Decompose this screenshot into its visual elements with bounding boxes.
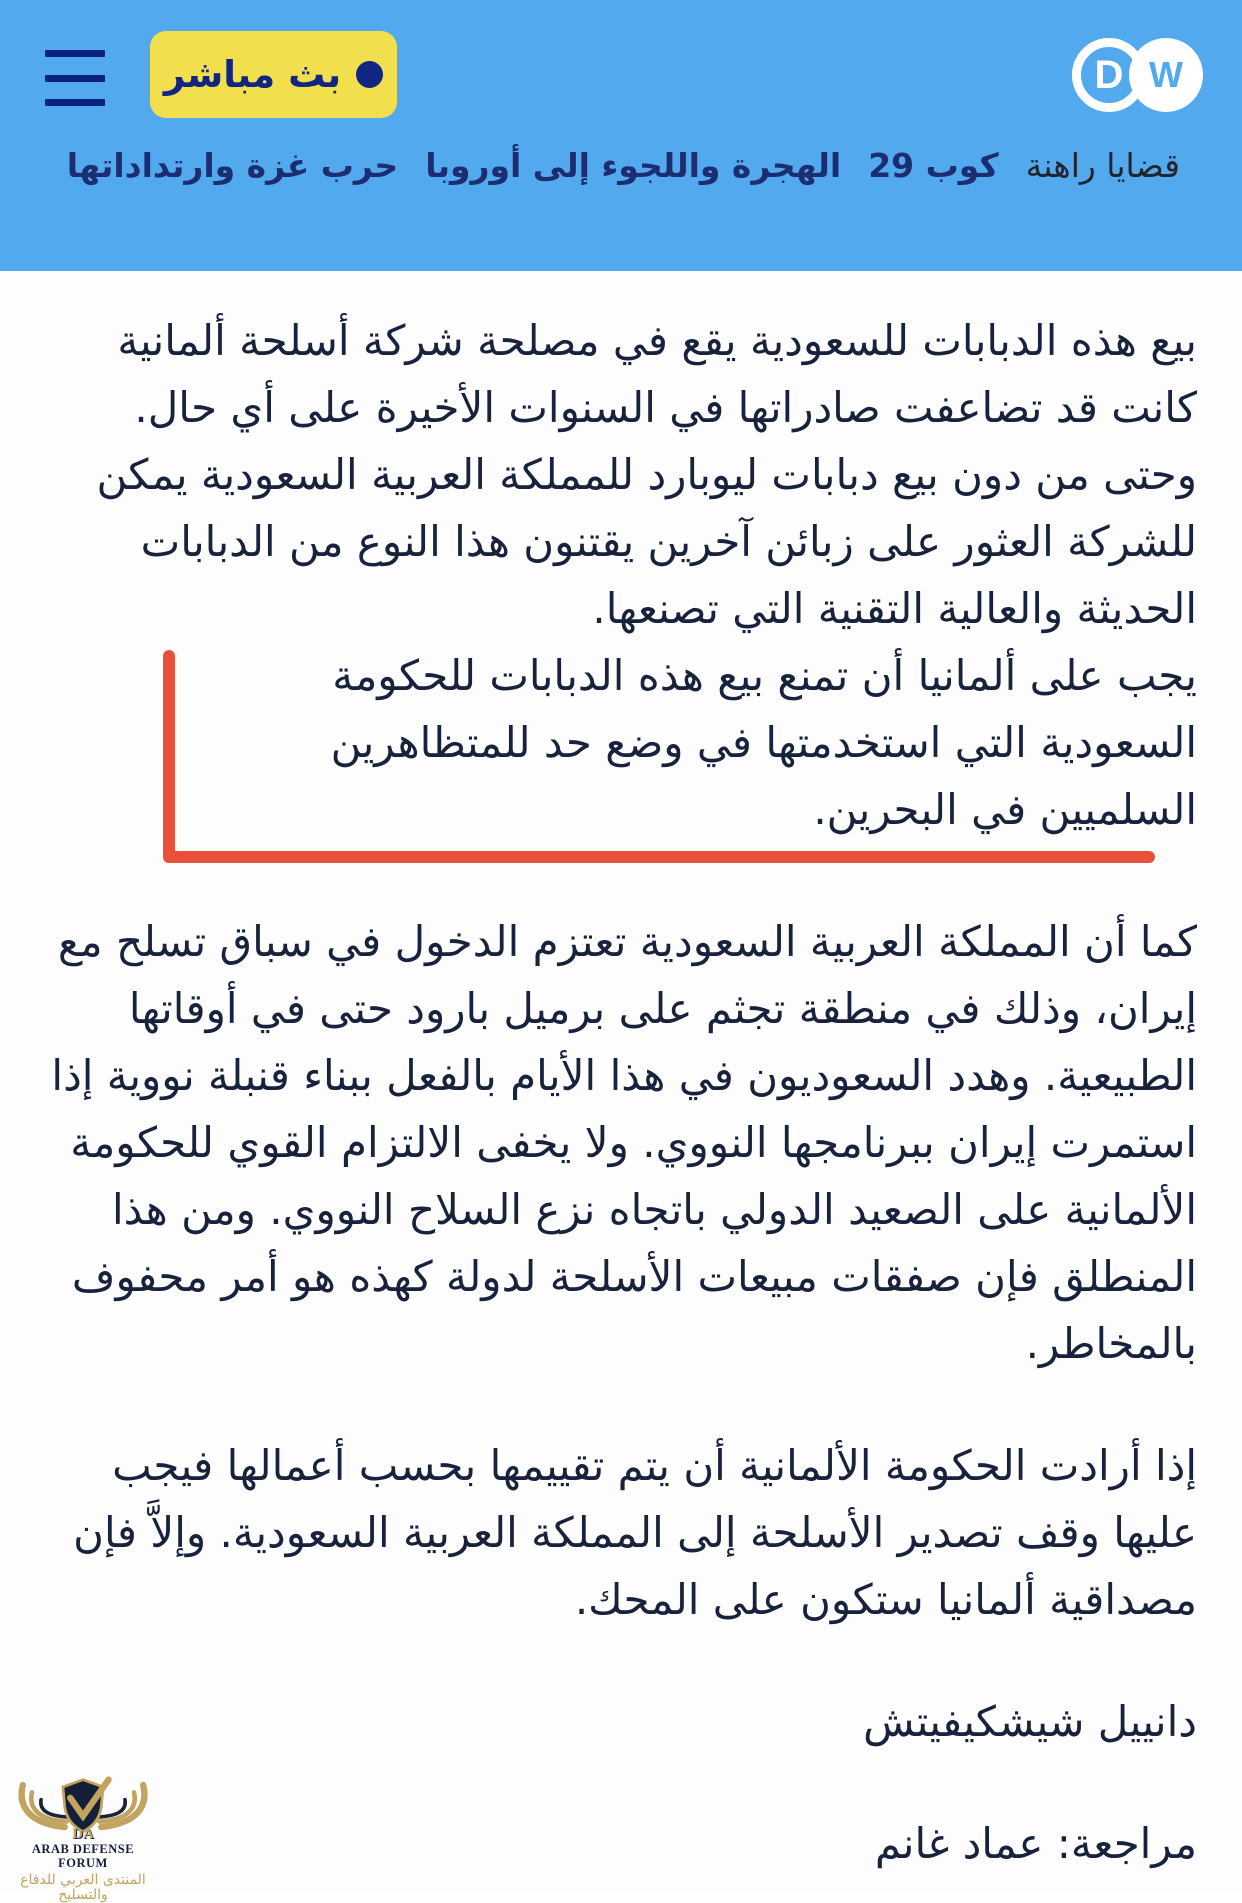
live-broadcast-button[interactable] bbox=[150, 31, 397, 118]
forum-title-arabic: المنتدى العربي للدفاع والتسليح bbox=[20, 1871, 146, 1903]
menu-button[interactable] bbox=[45, 50, 105, 106]
live-dot-icon bbox=[356, 61, 383, 88]
hamburger-icon bbox=[45, 50, 105, 57]
topic-nav bbox=[45, 146, 1180, 185]
paragraph-2: كما أن المملكة العربية السعودية تعتزم الدخول في سباق تسلح مع إيران، وذلك في منطقة تجثم على برميل بارود حتى في أوقاتها الطبيعية. وهدد السعوديون في هذا الأيام بالفعل ببناء قنبلة نووية إذا استمرت إيران ببرنامجها النووي. ولا يخفى الالتزام القوي للحكومة الألمانية على الصعيد الدولي باتجاه نزع السلاح النووي. ومن هذا المنطلق فإن صفقات مبيعات الأسلحة لدولة كهذه هو أمر محفوف بالمخاطر. bbox=[51, 917, 1197, 1368]
paragraph-3: إذا أرادت الحكومة الألمانية أن يتم تقييمها بحسب أعمالها فيجب عليها وقف تصدير الأسلحة إلى المملكة العربية السعودية. وإلاَّ فإن مصداقية ألمانيا ستكون على المحك. bbox=[73, 1441, 1197, 1624]
nav-item-current-issues[interactable]: قضايا راهنة bbox=[1025, 146, 1180, 185]
dw-logo-letter-w: W bbox=[1149, 54, 1183, 95]
live-broadcast-label: بث مباشر bbox=[163, 53, 342, 96]
nav-item-gaza-war[interactable]: حرب غزة وارتداداتها bbox=[66, 146, 399, 185]
nav-item-migration-europe[interactable]: الهجرة واللجوء إلى أوروبا bbox=[425, 146, 842, 185]
quote-text: يجب على ألمانيا أن تمنع بيع هذه الدبابات للحكومة السعودية التي استخدمتها في وضع حد للمتظاهرين السلميين في البحرين. bbox=[330, 651, 1197, 834]
author-byline: دانييل شيشكيفيتش bbox=[863, 1697, 1197, 1746]
header bbox=[0, 0, 1242, 271]
quote-bottom-line bbox=[163, 851, 1155, 863]
quote-vertical-line bbox=[163, 650, 175, 863]
forum-monogram: DA bbox=[72, 1825, 94, 1842]
dw-logo-letter-d: D bbox=[1094, 52, 1124, 97]
review-credit: مراجعة: عماد غانم bbox=[874, 1819, 1197, 1868]
article-body bbox=[0, 271, 1242, 1877]
paragraph-1: بيع هذه الدبابات للسعودية يقع في مصلحة شركة أسلحة ألمانية كانت قد تضاعفت صادراتها في السنوات الأخيرة على أي حال. وحتى من دون بيع دبابات ليوبارد للمملكة العربية السعودية يمكن للشركة العثور على زبائن آخرين يقتنون هذا النوع من الدبابات الحديثة والعالية التقنية التي تصنعها. bbox=[96, 316, 1197, 633]
pull-quote bbox=[163, 642, 1197, 863]
forum-title-english: ARAB DEFENSE FORUM bbox=[31, 1842, 135, 1870]
dw-logo[interactable] bbox=[1072, 38, 1203, 112]
dw-logo-w-circle bbox=[1129, 38, 1203, 112]
nav-item-cop29[interactable]: كوب 29 bbox=[868, 146, 999, 185]
arab-defense-forum-logo bbox=[6, 1776, 160, 1903]
